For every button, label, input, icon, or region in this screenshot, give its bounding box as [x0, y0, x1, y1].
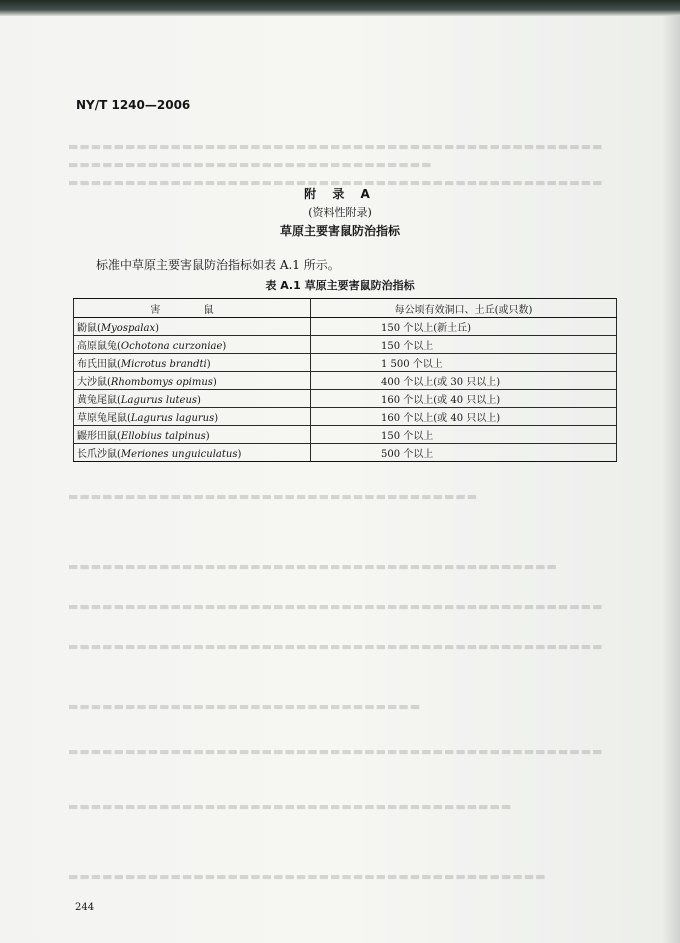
species-cell [74, 336, 311, 354]
table-row [74, 426, 617, 444]
bleed-through-texture: ▬▬▬▬▬▬▬▬▬▬▬▬▬▬▬▬▬▬▬▬▬▬▬▬▬▬▬▬▬▬▬▬▬▬▬▬▬▬▬ [68, 800, 513, 813]
species-name: 长爪沙鼠( [77, 449, 121, 460]
species-paren-close: ) [205, 431, 210, 442]
species-cell [74, 408, 311, 426]
threshold-cell: 150 个以上 [311, 426, 617, 444]
species-cell [74, 318, 311, 336]
table-row [74, 408, 617, 426]
species-paren-close: ) [155, 323, 160, 334]
bleed-through-texture: ▬▬▬▬▬▬▬▬▬▬▬▬▬▬▬▬▬▬▬▬▬▬▬▬▬▬▬▬▬▬▬▬▬▬▬▬▬▬▬▬▬▬▬▬▬▬▬ [68, 640, 604, 653]
bleed-through-texture: ▬▬▬▬▬▬▬▬▬▬▬▬▬▬▬▬▬▬▬▬▬▬▬▬▬▬▬▬▬▬▬▬▬▬▬▬▬▬▬▬▬▬▬▬▬▬▬ [68, 600, 604, 613]
species-name: 鼹形田鼠( [77, 431, 121, 442]
species-name: 大沙鼠( [77, 377, 111, 388]
species-paren-close: ) [206, 359, 211, 370]
appendix-name: 草原主要害鼠防治指标 [279, 224, 400, 238]
table-header-row [74, 299, 617, 318]
species-latin-name: Meriones unguiculatus [120, 449, 238, 460]
species-latin-name: Rhombomys opimus [110, 377, 213, 388]
species-latin-name: Lagurus luteus [120, 395, 198, 406]
species-cell [74, 390, 311, 408]
appendix-nature: (资料性附录) [308, 206, 372, 219]
species-latin-name: Lagurus lagurus [130, 413, 215, 424]
header-species: 害 鼠 [74, 299, 311, 318]
species-name: 高原鼠兔( [77, 341, 121, 352]
species-paren-close: ) [222, 341, 227, 352]
species-cell [74, 426, 311, 444]
table-row [74, 318, 617, 336]
species-paren-close: ) [197, 395, 201, 406]
header-threshold: 每公顷有效洞口、土丘(或只数) [311, 299, 617, 318]
threshold-cell: 150 个以上(新土丘) [311, 318, 617, 336]
threshold-cell: 150 个以上 [311, 336, 617, 354]
table-caption: 表 A.1 草原主要害鼠防治指标 [265, 279, 415, 292]
table-row [74, 372, 617, 390]
species-name: 草原兔尾鼠( [77, 413, 131, 424]
species-paren-close: ) [212, 377, 217, 388]
species-cell [74, 372, 311, 390]
bleed-through-texture: ▬▬▬▬▬▬▬▬▬▬▬▬▬▬▬▬▬▬▬▬▬▬▬▬▬▬▬▬▬▬▬▬▬▬▬▬ [68, 490, 479, 503]
threshold-cell: 500 个以上 [311, 444, 617, 462]
scan-top-edge [0, 0, 680, 16]
bleed-through-texture: ▬▬▬▬▬▬▬▬▬▬▬▬▬▬▬▬▬▬▬▬▬▬▬▬▬▬▬▬▬▬▬▬ [68, 158, 433, 171]
threshold-cell: 160 个以上(或 40 只以上) [311, 390, 617, 408]
species-latin-name: Ellobius talpinus [120, 431, 206, 442]
standard-code: NY/T 1240—2006 [76, 98, 191, 112]
species-name: 布氏田鼠( [77, 359, 121, 370]
species-name: 鼢鼠( [77, 323, 101, 334]
table-row [74, 354, 617, 372]
rodent-control-table [73, 298, 617, 462]
bleed-through-texture: ▬▬▬▬▬▬▬▬▬▬▬▬▬▬▬▬▬▬▬▬▬▬▬▬▬▬▬▬▬▬▬▬▬▬▬▬▬▬▬▬▬▬ [68, 870, 547, 883]
scan-right-shadow [662, 16, 680, 943]
threshold-cell: 400 个以上(或 30 只以上) [311, 372, 617, 390]
species-name: 黄兔尾鼠( [77, 395, 121, 406]
table-row [74, 336, 617, 354]
species-latin-name: Myospalax [100, 323, 156, 334]
page-number: 244 [75, 902, 95, 913]
species-latin-name: Ochotona curzoniae [120, 341, 223, 352]
bleed-through-texture: ▬▬▬▬▬▬▬▬▬▬▬▬▬▬▬▬▬▬▬▬▬▬▬▬▬▬▬▬▬▬▬▬▬▬▬▬▬▬▬▬▬▬▬▬▬▬▬ [68, 140, 604, 153]
appendix-title: 附 录 A [304, 187, 376, 201]
species-cell [74, 354, 311, 372]
species-latin-name: Microtus brandti [120, 359, 207, 370]
species-paren-close: ) [237, 449, 242, 460]
threshold-cell: 160 个以上(或 40 只以上) [311, 408, 617, 426]
bleed-through-texture: ▬▬▬▬▬▬▬▬▬▬▬▬▬▬▬▬▬▬▬▬▬▬▬▬▬▬▬▬▬▬▬ [68, 700, 422, 713]
threshold-cell: 1 500 个以上 [311, 354, 617, 372]
bleed-through-texture: ▬▬▬▬▬▬▬▬▬▬▬▬▬▬▬▬▬▬▬▬▬▬▬▬▬▬▬▬▬▬▬▬▬▬▬▬▬▬▬▬▬▬▬ [68, 560, 558, 573]
species-paren-close: ) [214, 413, 219, 424]
table-row [74, 390, 617, 408]
bleed-through-texture: ▬▬▬▬▬▬▬▬▬▬▬▬▬▬▬▬▬▬▬▬▬▬▬▬▬▬▬▬▬▬▬▬▬▬▬▬▬▬▬▬▬▬▬▬▬▬▬ [68, 176, 604, 189]
intro-paragraph: 标准中草原主要害鼠防治指标如表 A.1 所示。 [96, 258, 340, 272]
table-row [74, 444, 617, 462]
species-cell [74, 444, 311, 462]
bleed-through-texture: ▬▬▬▬▬▬▬▬▬▬▬▬▬▬▬▬▬▬▬▬▬▬▬▬▬▬▬▬▬▬▬▬▬▬▬▬▬▬▬▬▬▬▬▬▬▬▬ [68, 745, 604, 758]
